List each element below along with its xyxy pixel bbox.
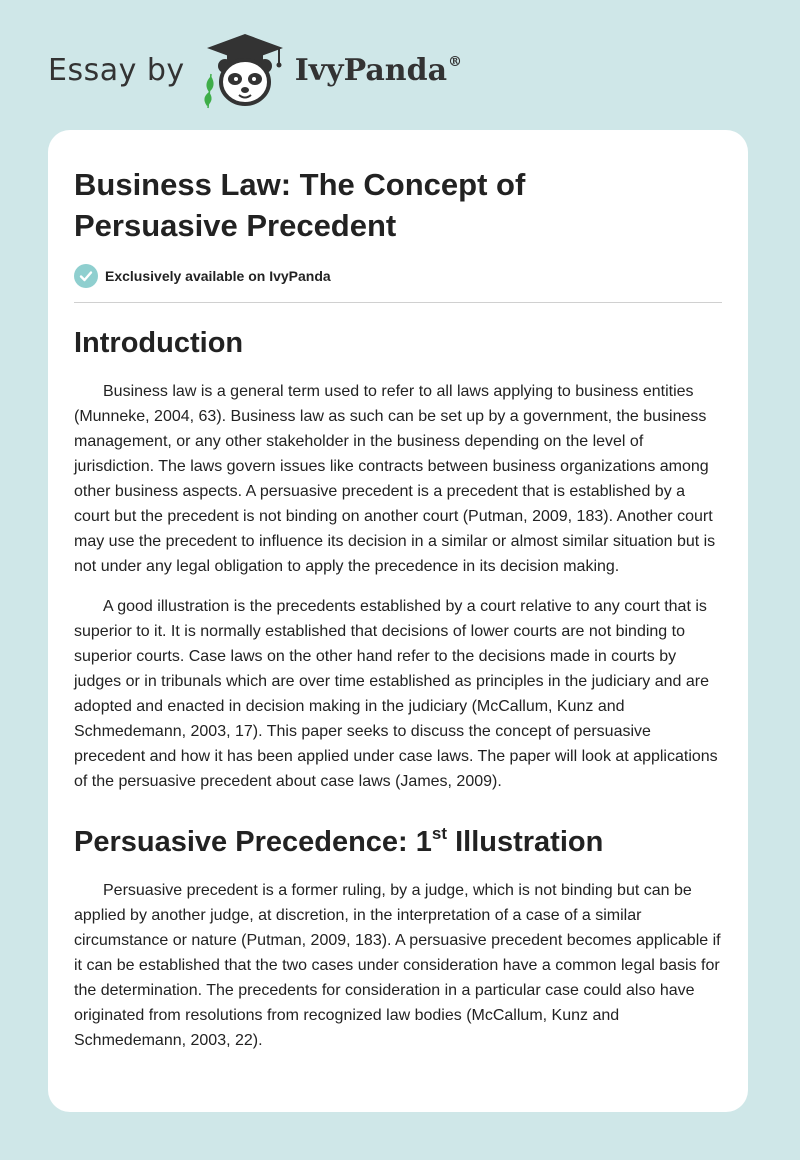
essay-card	[48, 130, 748, 1112]
heading-text: Persuasive Precedence: 1	[74, 826, 432, 858]
page-title	[74, 164, 722, 246]
exclusive-badge	[74, 264, 722, 303]
check-icon	[74, 264, 98, 288]
badge-text: Exclusively available on IvyPanda	[105, 268, 331, 284]
heading-text: Illustration	[447, 826, 604, 858]
essay-by-label: Essay by	[48, 52, 185, 88]
ivypanda-logo-icon[interactable]	[199, 30, 291, 110]
registered-mark: ®	[448, 53, 463, 70]
paragraph: Business law is a general term used to refer to all laws applying to business entities (Munneke, 2004, 63). Business law as such can be set up by a government, the business management, or any other stakeholder in the business depending on the level of jurisdiction. The laws govern issues like contracts between business organizations among other business aspects. A persuasive precedent is a precedent that is established by a court but the precedent is not binding on another court (Putman, 2009, 183). Another court may use the precedent to influence its decision in a similar or almost similar situation but is not under any legal obligation to apply the precedence in its decision making.	[74, 383, 716, 575]
title-line-1: Business Law: The Concept of	[74, 167, 526, 202]
brand-name[interactable]	[295, 53, 462, 88]
brand-label: IvyPanda	[294, 52, 448, 88]
paragraph: Persuasive precedent is a former ruling, by a judge, which is not binding but can be applied by another judge, at discretion, in the interpretation of a case of a similar circumstance or nature (Putman, 2009, 183). A persuasive precedent becomes applicable if it can be established that the two cases under consideration have a common legal basis for the determination. The precedents for consideration in a particular case could also have originated from resolutions from recognized law bodies (McCallum, Kunz and Schmedemann, 2003, 22).	[74, 882, 721, 1049]
section-heading-introduction: Introduction	[74, 327, 244, 359]
paragraph: A good illustration is the precedents established by a court relative to any court that is superior to it. It is normally established that decisions of lower courts are not binding to superior courts. Case laws on the other hand refer to the decisions made in courts by judges or in tribunals which are over time established as principles in the judiciary and are adopted and enacted in decision making in the judiciary (McCallum, Kunz and Schmedemann, 2003, 17). This paper seeks to discuss the concept of persuasive precedent and how it has been applied under case laws. The paper will look at applications of the persuasive precedent about case laws (James, 2009).	[74, 598, 718, 790]
title-line-2: Persuasive Precedent	[74, 208, 397, 243]
site-header	[48, 30, 462, 110]
heading-superscript: st	[431, 824, 448, 843]
section-heading-persuasive-precedence	[74, 816, 722, 860]
